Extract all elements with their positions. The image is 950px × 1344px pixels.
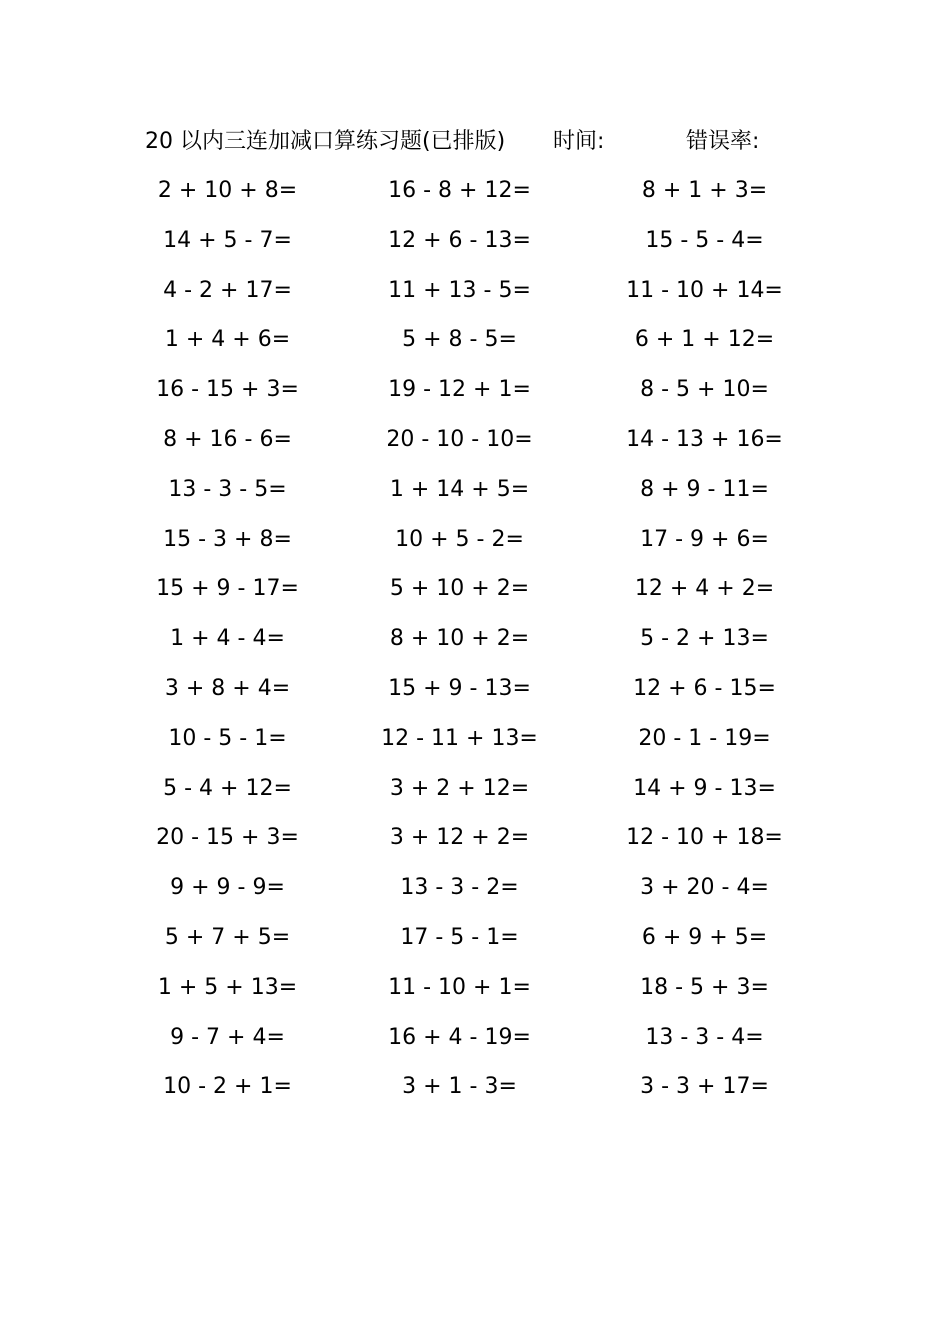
- error-rate-label: 错误率:: [686, 129, 760, 154]
- problem-row: [0, 1013, 950, 1063]
- math-problem: 20 - 1 - 19=: [638, 725, 771, 751]
- math-problem: 12 + 6 - 13=: [388, 227, 531, 253]
- math-problem: 12 + 6 - 15=: [633, 675, 776, 701]
- math-problem: 11 - 10 + 14=: [626, 277, 783, 303]
- math-problem: 8 + 16 - 6=: [163, 426, 292, 452]
- math-problem: 17 - 5 - 1=: [400, 924, 519, 950]
- math-problem: 6 + 9 + 5=: [641, 924, 768, 950]
- worksheet-header: [0, 124, 950, 160]
- math-problem: 16 - 8 + 12=: [388, 178, 531, 203]
- math-problem: 12 + 4 + 2=: [634, 576, 775, 602]
- problem-row: [0, 515, 950, 565]
- problem-row: [0, 913, 950, 963]
- math-problem: 5 + 8 - 5=: [402, 327, 517, 353]
- worksheet-title: 20 以内三连加减口算练习题(已排版): [145, 129, 506, 154]
- math-problem: 14 + 9 - 13=: [633, 775, 776, 801]
- problem-row: [0, 863, 950, 913]
- math-problem: 10 - 2 + 1=: [163, 1074, 292, 1100]
- problem-row: [0, 614, 950, 664]
- math-problem: 3 + 12 + 2=: [389, 825, 530, 851]
- problem-row: [0, 1062, 950, 1112]
- math-problem: 15 + 9 - 13=: [388, 675, 531, 701]
- math-problem: 10 + 5 - 2=: [395, 526, 524, 552]
- math-problem: 16 - 15 + 3=: [156, 377, 299, 403]
- math-problem: 15 + 9 - 17=: [156, 576, 299, 602]
- math-problem: 10 - 5 - 1=: [168, 725, 287, 751]
- math-problem: 5 - 2 + 13=: [640, 626, 769, 652]
- problem-row: [0, 216, 950, 266]
- math-problem: 6 + 1 + 12=: [634, 327, 775, 353]
- math-problem: 13 - 3 - 5=: [168, 476, 287, 502]
- math-problem: 8 - 5 + 10=: [640, 377, 769, 403]
- problem-row: [0, 166, 950, 216]
- math-problem: 14 - 13 + 16=: [626, 426, 783, 452]
- problem-row: [0, 664, 950, 714]
- math-problem: 8 + 9 - 11=: [640, 476, 769, 502]
- problem-row: [0, 764, 950, 814]
- math-problem: 18 - 5 + 3=: [640, 974, 769, 1000]
- math-problem: 19 - 12 + 1=: [388, 377, 531, 403]
- problem-row: [0, 266, 950, 316]
- problem-row: [0, 714, 950, 764]
- time-label: 时间:: [553, 129, 605, 154]
- math-problem: 1 + 5 + 13=: [157, 974, 298, 1000]
- math-problem: 12 - 10 + 18=: [626, 825, 783, 851]
- math-problem: 8 + 10 + 2=: [389, 626, 530, 652]
- math-problem: 15 - 5 - 4=: [645, 227, 764, 253]
- problem-row: [0, 365, 950, 415]
- math-problem: 9 - 7 + 4=: [170, 1024, 285, 1050]
- math-problem: 16 + 4 - 19=: [388, 1024, 531, 1050]
- math-problem: 1 + 4 + 6=: [164, 327, 291, 353]
- math-problem: 20 - 15 + 3=: [156, 825, 299, 851]
- math-problem: 3 + 8 + 4=: [164, 675, 291, 701]
- math-problem: 5 + 7 + 5=: [164, 924, 291, 950]
- math-problem: 3 + 20 - 4=: [640, 875, 769, 901]
- math-problem: 3 + 2 + 12=: [389, 775, 530, 801]
- problem-grid: [0, 166, 950, 1112]
- math-problem: 1 + 4 - 4=: [170, 626, 285, 652]
- math-problem: 15 - 3 + 8=: [163, 526, 292, 552]
- problem-row: [0, 564, 950, 614]
- math-problem: 5 - 4 + 12=: [163, 775, 292, 801]
- math-problem: 8 + 1 + 3=: [641, 178, 768, 203]
- math-problem: 13 - 3 - 4=: [645, 1024, 764, 1050]
- math-problem: 20 - 10 - 10=: [386, 426, 533, 452]
- problem-row: [0, 963, 950, 1013]
- math-problem: 3 - 3 + 17=: [640, 1074, 769, 1100]
- math-problem: 1 + 14 + 5=: [389, 476, 530, 502]
- math-problem: 17 - 9 + 6=: [640, 526, 769, 552]
- math-problem: 2 + 10 + 8=: [157, 178, 298, 203]
- math-problem: 9 + 9 - 9=: [170, 875, 285, 901]
- math-problem: 13 - 3 - 2=: [400, 875, 519, 901]
- math-problem: 12 - 11 + 13=: [381, 725, 538, 751]
- problem-row: [0, 315, 950, 365]
- math-problem: 4 - 2 + 17=: [163, 277, 292, 303]
- math-problem: 3 + 1 - 3=: [402, 1074, 517, 1100]
- math-problem: 11 + 13 - 5=: [388, 277, 531, 303]
- math-problem: 11 - 10 + 1=: [388, 974, 531, 1000]
- problem-row: [0, 813, 950, 863]
- problem-row: [0, 415, 950, 465]
- problem-row: [0, 465, 950, 515]
- math-problem: 14 + 5 - 7=: [163, 227, 292, 253]
- math-problem: 5 + 10 + 2=: [389, 576, 530, 602]
